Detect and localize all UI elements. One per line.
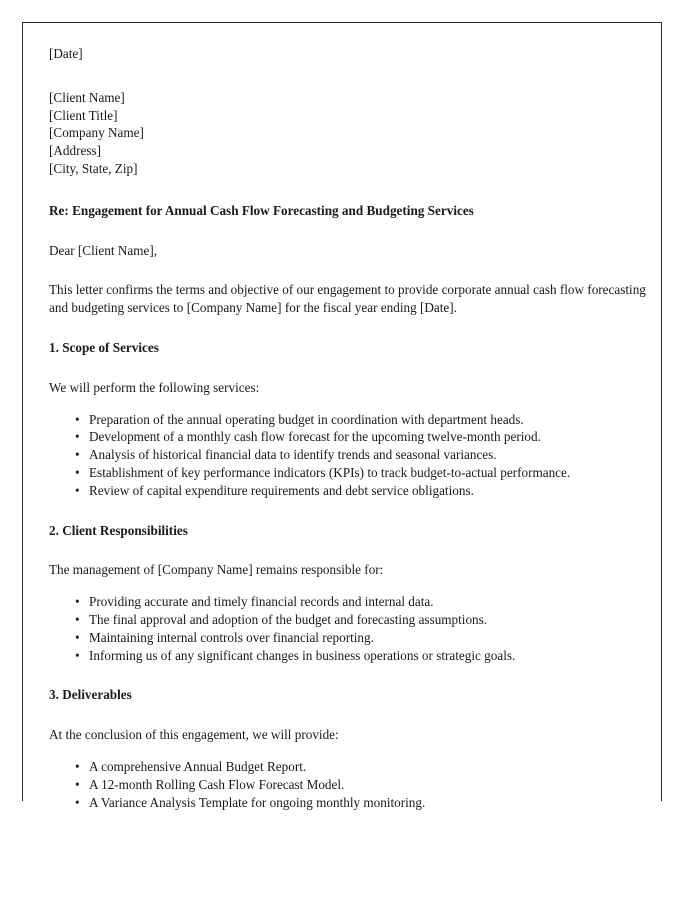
section-lead-in: At the conclusion of this engagement, we will provide: — [49, 727, 339, 743]
section-lead-in: We will perform the following services: — [49, 379, 260, 395]
list-item: • Establishment of key performance indicators (KPIs) to track budget-to-actual performance. — [89, 464, 647, 482]
list-item: • A comprehensive Annual Budget Report. — [89, 758, 647, 776]
list-item: • A 12-month Rolling Cash Flow Forecast Model. — [89, 776, 647, 794]
list-item: • Informing us of any significant changes in business operations or strategic goals. — [89, 647, 647, 665]
address-line-client-title: [Client Title] — [49, 107, 118, 123]
section-heading: 1. Scope of Services — [49, 339, 159, 355]
list-item: • Analysis of historical financial data to identify trends and seasonal variances. — [89, 446, 647, 464]
bullet-list — [49, 593, 647, 664]
list-item: • The final approval and adoption of the budget and forecasting assumptions. — [89, 611, 647, 629]
list-item: • Providing accurate and timely financial records and internal data. — [89, 593, 647, 611]
recipient-address-block — [49, 89, 647, 178]
subject-line: Re: Engagement for Annual Cash Flow Forecasting and Budgeting Services — [49, 202, 474, 218]
bullet-list — [49, 758, 647, 811]
address-line-company-name: [Company Name] — [49, 125, 144, 141]
section-client-responsibilities — [49, 522, 647, 665]
section-scope-of-services — [49, 339, 647, 500]
list-item: • Review of capital expenditure requirements and debt service obligations. — [89, 482, 647, 500]
section-lead-in: The management of [Company Name] remains responsible for: — [49, 562, 384, 578]
address-line-client-name: [Client Name] — [49, 89, 125, 105]
document-body — [23, 23, 661, 811]
section-heading: 2. Client Responsibilities — [49, 522, 188, 538]
date-line: [Date] — [49, 46, 83, 61]
section-heading: 3. Deliverables — [49, 687, 132, 703]
bullet-list — [49, 411, 647, 500]
intro-paragraph: This letter confirms the terms and objective of our engagement to provide corporate annual cash flow forecasting and budgeting services to [Company Name] for the fiscal year ending [Date]. — [49, 282, 646, 316]
list-item: • A Variance Analysis Template for ongoing monthly monitoring. — [89, 794, 647, 812]
address-line-city-state-zip: [City, State, Zip] — [49, 160, 138, 176]
address-line-address: [Address] — [49, 143, 102, 159]
section-deliverables — [49, 686, 647, 811]
list-item: • Maintaining internal controls over financial reporting. — [89, 629, 647, 647]
list-item: • Development of a monthly cash flow forecast for the upcoming twelve-month period. — [89, 428, 647, 446]
list-item: • Preparation of the annual operating budget in coordination with department heads. — [89, 411, 647, 429]
salutation: Dear [Client Name], — [49, 242, 158, 258]
document-page — [22, 22, 662, 810]
